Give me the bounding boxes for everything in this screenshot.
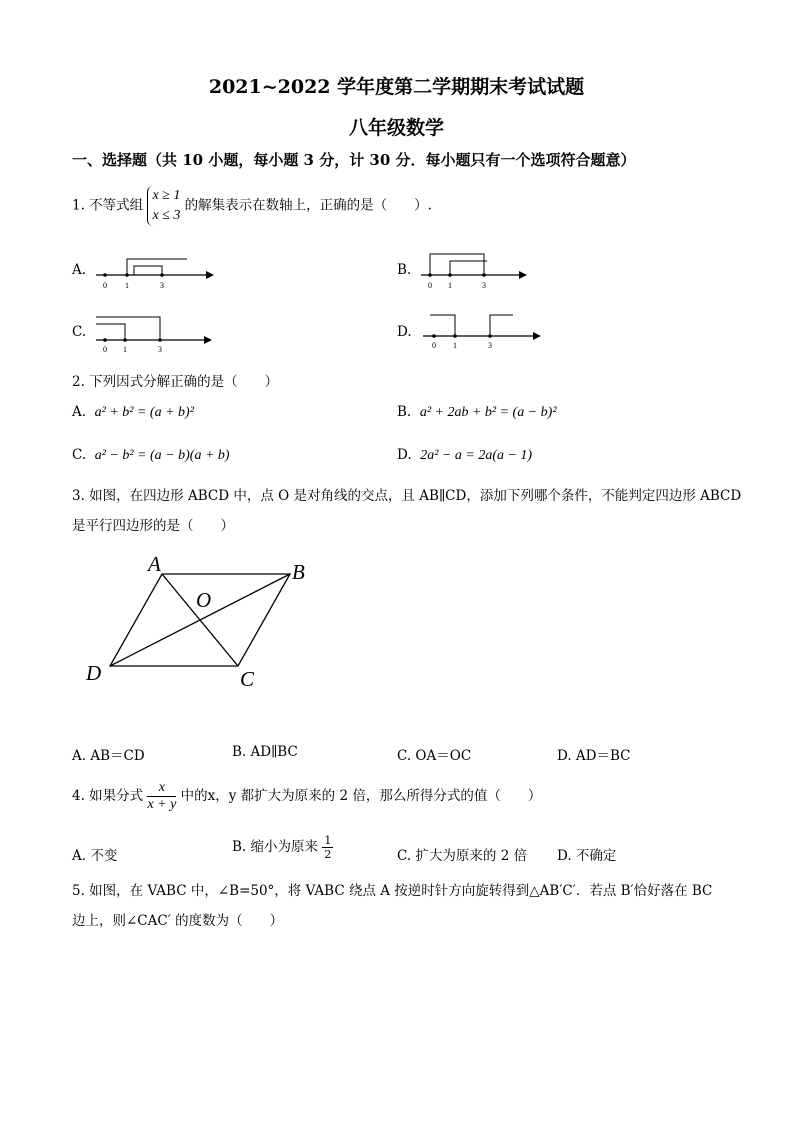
axis-arrow	[533, 332, 541, 340]
question-5-stem-line1: 5. 如图，在 VABC 中，∠B=50°，将 VABC 绕点 A 按逆时针方向旋转得到△AB′C′．若点 B′恰好落在 BC	[72, 883, 713, 899]
tick-0: 0	[432, 341, 436, 350]
ray-x-ge-3	[490, 315, 513, 336]
ray-x-le-1	[96, 324, 125, 340]
ray-x-ge-1	[450, 261, 487, 275]
q1-option-a-numberline	[92, 250, 222, 294]
q2-option-c-label: C.	[72, 447, 87, 463]
q1-option-a-label: A.	[72, 262, 87, 278]
parallelogram-diagram	[70, 545, 350, 695]
tick-1: 1	[125, 281, 129, 290]
q4-fraction-denominator: x + y	[147, 797, 177, 812]
ray-x-le-3	[134, 266, 162, 275]
label-point-b: B	[292, 560, 305, 584]
tick-3: 3	[488, 341, 492, 350]
q4-option-b-text: B. 缩小为原来	[232, 839, 319, 855]
tick-1: 1	[453, 341, 457, 350]
q4-stem-pre: 4. 如果分式	[72, 788, 144, 804]
label-point-o: O	[196, 588, 212, 612]
q4-option-b-fraction	[322, 834, 333, 861]
q4-option-b-denominator: 2	[324, 848, 332, 861]
tick-3: 3	[158, 345, 162, 354]
inequality-2: x ≤ 3	[152, 208, 181, 223]
q2-option-a-expression: a² + b² = (a + b)²	[94, 405, 194, 420]
q3-option-d: D. AD＝BC	[557, 748, 631, 764]
q1-stem-pre: 1. 不等式组	[72, 197, 144, 214]
q4-option-d: D. 不确定	[557, 848, 617, 864]
q4-stem-post: 中的x，y 都扩大为原来的 2 倍，那么所得分式的值（ ）	[180, 788, 542, 804]
question-2-stem: 2. 下列因式分解正确的是（ ）	[72, 374, 279, 390]
tick-0: 0	[103, 281, 107, 290]
q3-option-b: B. AD∥BC	[232, 744, 298, 760]
q3-option-a: A. AB＝CD	[72, 748, 145, 764]
tick-1: 1	[123, 345, 127, 354]
exam-subtitle: 八年级数学	[348, 117, 444, 139]
q2-option-c-expression: a² − b² = (a − b)(a + b)	[94, 448, 230, 463]
inequality-system	[147, 186, 180, 226]
question-1	[72, 186, 432, 226]
ray-x-le-3	[96, 317, 160, 340]
ray-x-le-3	[430, 254, 484, 275]
q2-option-d-expression: 2a² − a = 2a(a − 1)	[420, 448, 533, 463]
q1-option-c-label: C.	[72, 324, 87, 340]
label-point-c: C	[240, 667, 255, 691]
q2-option-b	[397, 404, 557, 421]
q2-option-a	[72, 404, 194, 421]
q1-option-d-numberline	[417, 308, 547, 356]
label-point-a: A	[148, 552, 161, 576]
q2-option-b-expression: a² + 2ab + b² = (a − b)²	[419, 405, 557, 420]
origin-point	[432, 334, 436, 338]
q4-option-a: A. 不变	[72, 848, 118, 864]
q4-option-b	[232, 834, 333, 861]
q4-fraction-numerator: x	[147, 780, 176, 797]
question-3-stem-line2: 是平行四边形的是（ ）	[72, 518, 234, 534]
ray-x-ge-1	[127, 259, 187, 275]
question-4-stem	[72, 780, 541, 813]
tick-1: 1	[448, 281, 452, 290]
q2-option-d-label: D.	[397, 447, 412, 463]
q3-option-c: C. OA＝OC	[397, 748, 472, 764]
label-point-d: D	[86, 661, 102, 685]
q1-option-b-numberline	[417, 250, 547, 294]
inequality-1: x ≥ 1	[152, 188, 181, 203]
tick-3: 3	[160, 281, 164, 290]
q2-option-c	[72, 447, 230, 464]
origin-point	[103, 338, 107, 342]
q4-fraction	[147, 780, 176, 813]
section-heading: 一、选择题（共 10 小题，每小题 3 分，计 30 分．每小题只有一个选项符合题意）	[72, 151, 636, 169]
origin-point	[103, 273, 107, 277]
q1-option-d-label: D.	[397, 324, 412, 340]
tick-0: 0	[428, 281, 432, 290]
q1-option-c-numberline	[92, 312, 222, 356]
q1-stem-post: 的解集表示在数轴上，正确的是（ ）.	[184, 197, 432, 214]
axis-arrow	[206, 271, 214, 279]
q4-option-b-numerator: 1	[324, 834, 332, 847]
tick-0: 0	[103, 345, 107, 354]
q1-option-b-label: B.	[397, 262, 412, 278]
tick-3: 3	[482, 281, 486, 290]
axis-arrow	[204, 336, 212, 344]
q4-option-c: C. 扩大为原来的 2 倍	[397, 848, 528, 864]
question-5-stem-line2: 边上，则∠CAC′ 的度数为（ ）	[72, 913, 284, 929]
q2-option-a-label: A.	[72, 404, 87, 420]
axis-arrow	[519, 271, 527, 279]
q2-option-d	[397, 447, 532, 464]
exam-title: 2021~2022 学年度第二学期期末考试试题	[208, 76, 585, 98]
ray-x-le-1	[430, 315, 455, 336]
question-3-stem-line1: 3. 如图，在四边形 ABCD 中，点 O 是对角线的交点，且 AB∥CD，添加下列哪个条件，不能判定四边形 ABCD	[72, 488, 742, 504]
q2-option-b-label: B.	[397, 404, 412, 420]
